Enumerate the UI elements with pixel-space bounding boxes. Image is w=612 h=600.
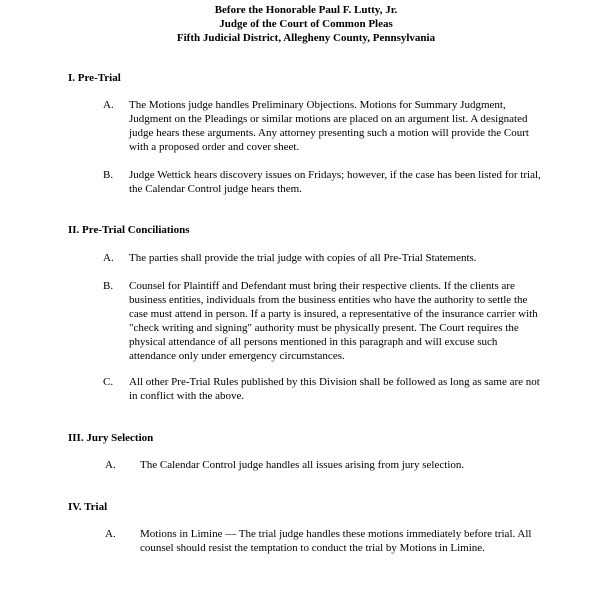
section-heading-jury-selection: III. Jury Selection: [68, 432, 154, 444]
item-text: Counsel for Plaintiff and Defendant must bring their respective clients. If the clients are business entities, individuals from the business entities who have the authority to settle the case must attend in person. If a party is insured, a representative of the insurance carrier with "check writing and signing" authority must be physically present. The Court requires the physical attendance of all persons mentioned in this paragraph and will excuse such attendance only under emergency circumstances.: [129, 280, 538, 362]
item-letter: B.: [103, 169, 114, 181]
item-text: All other Pre-Trial Rules published by this Division shall be followed as long as same are not in conflict with the above.: [129, 376, 540, 402]
item-letter: A.: [105, 528, 116, 540]
item-letter: A.: [103, 252, 114, 264]
section-heading-pre-trial-conciliations: II. Pre-Trial Conciliations: [68, 224, 190, 236]
item-letter: C.: [103, 376, 114, 388]
header-court: Judge of the Court of Common Pleas: [219, 18, 393, 30]
item-letter: B.: [103, 280, 114, 292]
header-judge-name: Before the Honorable Paul F. Lutty, Jr.: [214, 4, 398, 16]
document-header: [0, 3, 612, 45]
item-text: Motions in Limine — The trial judge handles these motions immediately before trial. All counsel should resist the temptation to conduct the trial by Motions in Limine.: [140, 528, 532, 554]
item-letter: A.: [105, 459, 116, 471]
item-text: Judge Wettick hears discovery issues on Fridays; however, if the case has been listed for trial, the Calendar Control judge hears them.: [129, 169, 541, 195]
section-heading-pre-trial: I. Pre-Trial: [68, 72, 121, 84]
item-letter: A.: [103, 99, 114, 111]
header-district: Fifth Judicial District, Allegheny County, Pennsylvania: [176, 32, 436, 44]
item-text: The Motions judge handles Preliminary Objections. Motions for Summary Judgment, Judgment on the Pleadings or similar motions are placed on an argument list. A designated judge hears these arguments. Any attorney presenting such a motion will provide the Court with a proposed order and cover sheet.: [129, 99, 529, 153]
section-heading-trial: IV. Trial: [68, 501, 108, 513]
item-text: The Calendar Control judge handles all issues arising from jury selection.: [140, 459, 465, 471]
item-text: The parties shall provide the trial judge with copies of all Pre-Trial Statements.: [129, 252, 477, 264]
